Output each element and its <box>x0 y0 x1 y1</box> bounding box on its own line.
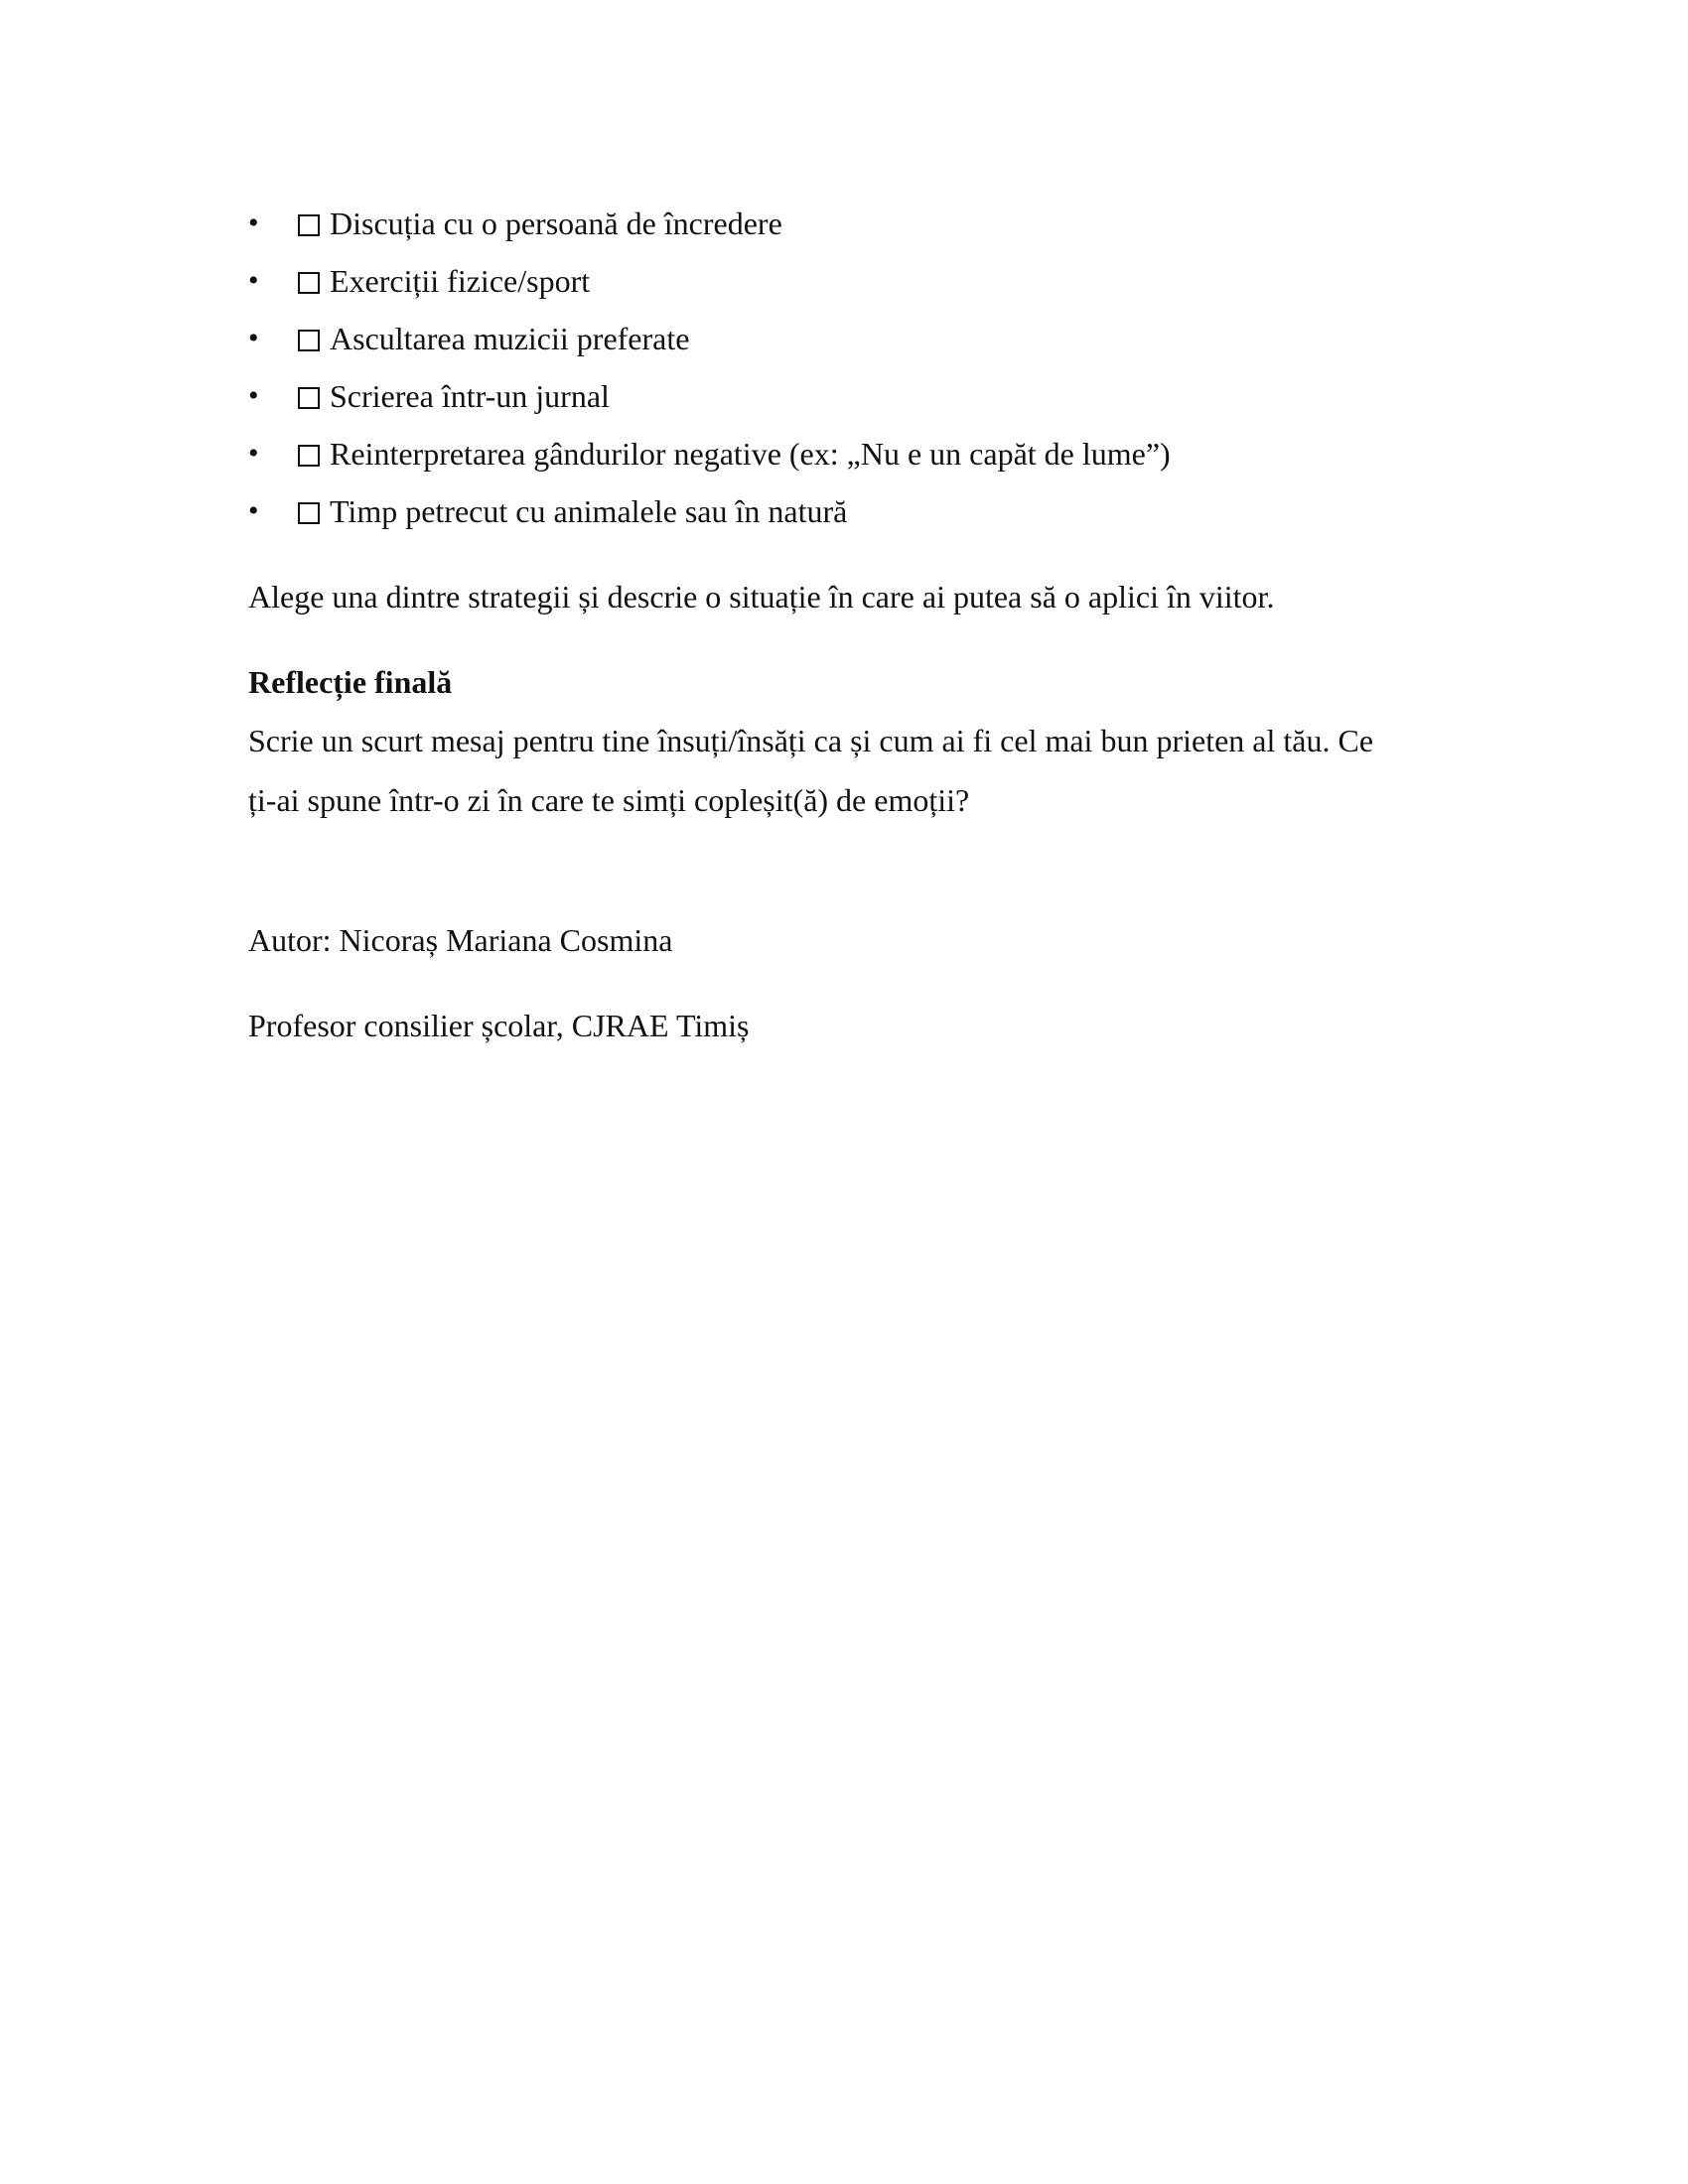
checkbox-icon[interactable] <box>298 502 320 524</box>
bullet-icon: • <box>248 206 259 239</box>
checklist-item-label: Scrierea într-un jurnal <box>330 378 610 414</box>
reflection-prompt-line: ți-ai spune într-o zi în care te simți copleșit(ă) de emoții? <box>248 782 970 818</box>
checklist-item-label: Reinterpretarea gândurilor negative (ex: „Nu e un capăt de lume”) <box>330 436 1171 472</box>
bullet-icon: • <box>248 322 259 354</box>
section-heading: Reflecție finală <box>248 664 453 700</box>
author-line: Autor: Nicoraș Mariana Cosmina <box>248 922 673 958</box>
author-role-line: Profesor consilier școlar, CJRAE Timiș <box>248 1008 750 1043</box>
checklist-item <box>248 367 1460 425</box>
bullet-icon: • <box>248 494 259 527</box>
checklist-item-label: Exerciții fizice/sport <box>330 263 591 299</box>
checklist-item <box>248 310 1460 367</box>
strategy-checklist <box>248 195 1460 540</box>
checklist-item <box>248 252 1460 310</box>
checklist-item-label: Ascultarea muzicii preferate <box>330 321 690 356</box>
checklist-item <box>248 195 1460 252</box>
checklist-item-label: Discuția cu o persoană de încredere <box>330 205 782 241</box>
bullet-icon: • <box>248 437 259 470</box>
instruction-text: Alege una dintre strategii și descrie o situație în care ai putea să o aplici în viitor. <box>248 579 1275 614</box>
page-content <box>248 195 1460 1054</box>
reflection-prompt <box>248 711 1460 830</box>
checkbox-icon[interactable] <box>298 272 320 294</box>
bullet-icon: • <box>248 264 259 297</box>
bullet-icon: • <box>248 379 259 412</box>
checklist-item <box>248 482 1460 540</box>
checkbox-icon[interactable] <box>298 214 320 236</box>
checkbox-icon[interactable] <box>298 330 320 351</box>
checkbox-icon[interactable] <box>298 387 320 409</box>
checkbox-icon[interactable] <box>298 445 320 467</box>
reflection-prompt-line: Scrie un scurt mesaj pentru tine însuți/însăți ca și cum ai fi cel mai bun prieten al tău. Ce <box>248 723 1374 758</box>
checklist-item <box>248 425 1460 482</box>
checklist-item-label: Timp petrecut cu animalele sau în natură <box>330 493 848 529</box>
